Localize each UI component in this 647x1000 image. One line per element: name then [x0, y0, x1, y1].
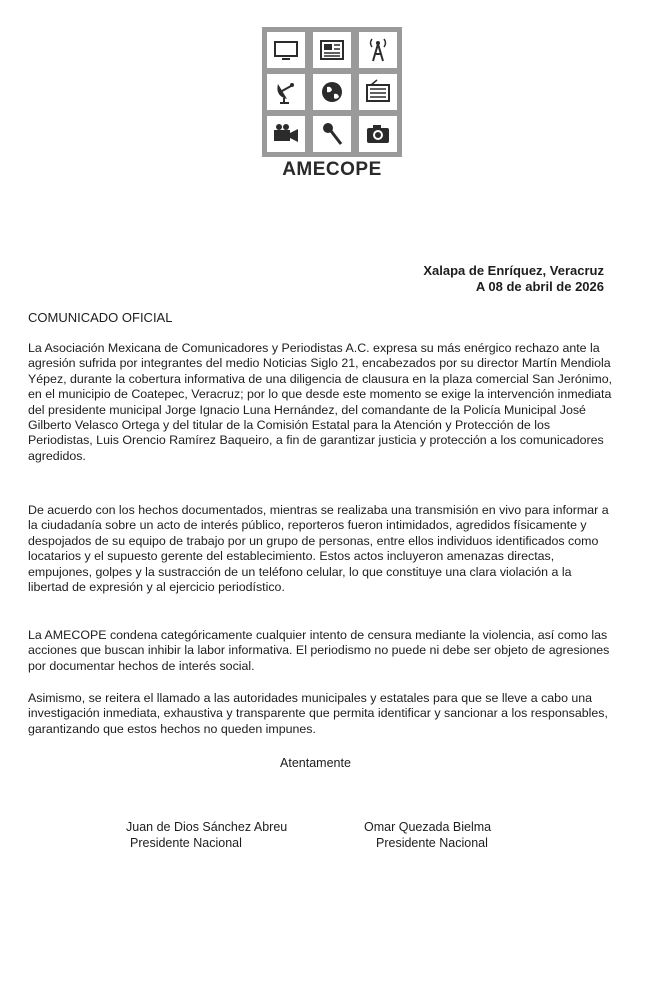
- logo-icon-grid: [262, 27, 402, 157]
- paragraph-3: La AMECOPE condena categóricamente cualquier intento de censura mediante la violencia, así como las acciones que buscan inhibir la labor informativa. El periodismo no puede ni debe ser objeto de agresiones por documentar hechos de interés social.: [28, 628, 610, 673]
- tv-icon: [267, 32, 305, 68]
- signature-role: Presidente Nacional: [130, 836, 242, 850]
- signature-right: [364, 819, 491, 851]
- video-camera-icon: [267, 116, 305, 152]
- place-line: Xalapa de Enríquez, Veracruz: [423, 263, 604, 278]
- logo-wordmark: AMECOPE: [282, 159, 382, 180]
- microphone-icon: [313, 116, 351, 152]
- place-date-block: [423, 263, 604, 295]
- photo-camera-icon: [359, 116, 397, 152]
- date-line: A 08 de abril de 2026: [475, 279, 604, 294]
- document-heading: COMUNICADO OFICIAL: [28, 310, 173, 325]
- paragraph-4: Asimismo, se reitera el llamado a las autoridades municipales y estatales para que se lleve a cabo una investigación inmediata, exhaustiva y transparente que permita identificar y sancionar a los responsables, garantizando que estos hechos no queden impunes.: [28, 691, 608, 736]
- closing-block: [0, 756, 647, 770]
- paragraph-2: De acuerdo con los hechos documentados, mientras se realizaba una transmisión en vivo para informar a la ciudadanía sobre un acto de interés público, reporteros fueron intimidados, agredidos físicamente y despojados de su equipo de trabajo por un grupo de personas, entre ellos individuos identificados como locatarios y el supuesto gerente del establecimiento. Estos actos incluyeron amenazas directas, empujones, golpes y la sustracción de un teléfono celular, lo que constituye una clara violación a la libertad de expresión y al ejercicio periodístico.: [28, 503, 609, 595]
- antenna-icon: [359, 32, 397, 68]
- globe-icon: [313, 74, 351, 110]
- newspaper-icon: [313, 32, 351, 68]
- signature-left: [126, 819, 287, 851]
- signature-name: Omar Quezada Bielma: [364, 820, 492, 834]
- amecope-logo: [262, 27, 402, 181]
- paragraph-1: La Asociación Mexicana de Comunicadores y Periodistas A.C. expresa su más enérgico rechazo ante la agresión sufrida por integrantes del medio Noticias Siglo 21, encabezados por su director Martín Mendiola Yépez, durante la cobertura informativa de una diligencia de clausura en la plaza comercial San Jerónimo, en el municipio de Coatepec, Veracruz; por lo que desde este momento se exige la intervención inmediata del presidente municipal Jorge Ignacio Luna Hernández, del comandante de la Policía Municipal José Gilberto Velasco Ortega y del titular de la Comisión Estatal para la Atención y Protección de los Periodistas, Luis Orencio Ramírez Baqueiro, a fin de garantizar justicia y protección a los comunicadores agredidos.: [28, 341, 613, 463]
- radio-icon: [359, 74, 397, 110]
- satellite-dish-icon: [267, 74, 305, 110]
- signature-role: Presidente Nacional: [376, 836, 488, 850]
- closing-text: Atentamente: [280, 756, 351, 770]
- signature-name: Juan de Dios Sánchez Abreu: [126, 820, 288, 834]
